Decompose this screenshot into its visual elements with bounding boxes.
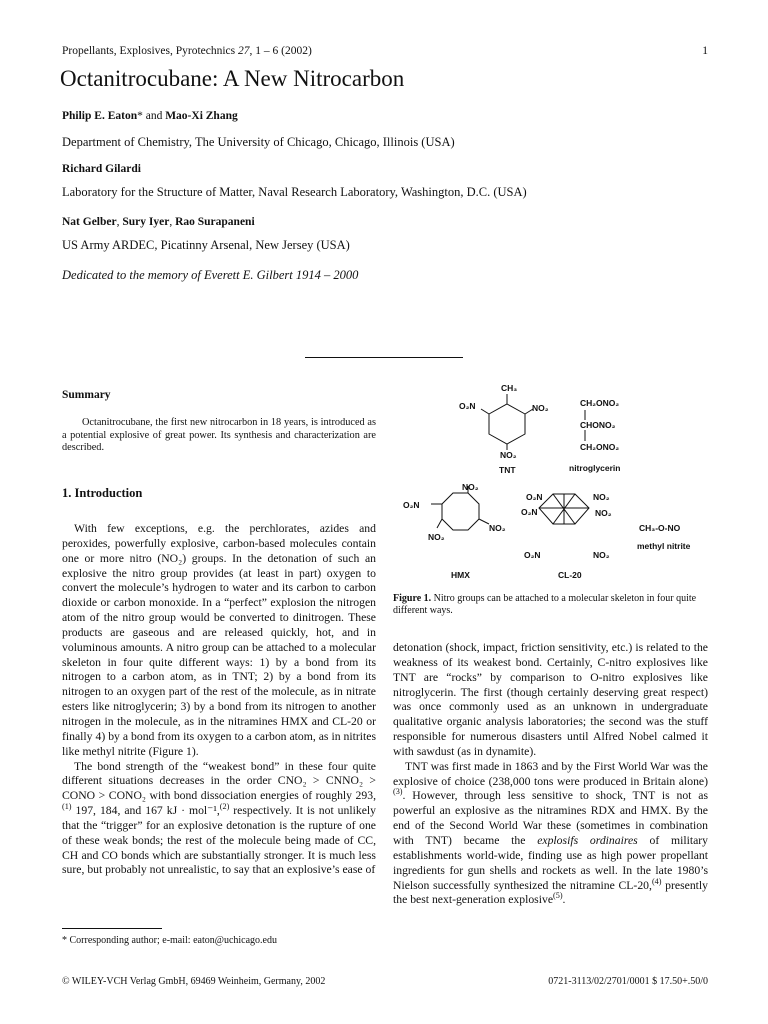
journal-volume: 27	[238, 45, 250, 57]
cl20-o2n-label: O₂N	[526, 492, 543, 502]
intro-paragraph-4	[393, 760, 708, 908]
cl20-label: CL-20	[558, 570, 582, 580]
cl20-o2n-label: O₂N	[521, 507, 538, 517]
tnt-no2-label: NO₂	[532, 403, 549, 413]
nitroglycerin-label: nitroglycerin	[569, 463, 621, 473]
cl20-no2-label: NO₂	[593, 492, 610, 502]
article-code: 0721-3113/02/2701/0001 $ 17.50+.50/0	[548, 976, 708, 987]
author-name: Philip E. Eaton	[62, 110, 138, 122]
author-name: Richard Gilardi	[62, 163, 141, 175]
summary-heading: Summary	[62, 389, 111, 401]
tnt-ring	[489, 404, 525, 444]
nitroglycerin-ch2ono2-label: CH₂ONO₂	[580, 442, 620, 452]
nitroglycerin-chono2-label: CHONO₂	[580, 420, 616, 430]
reference-1: (1)	[62, 802, 72, 812]
cl20-no2-label: NO₂	[595, 508, 612, 518]
corresponding-author-footnote: * Corresponding author; e-mail: eaton@uchicago.edu	[62, 935, 277, 946]
text-run: .	[562, 893, 566, 907]
chemical-structures-diagram	[393, 378, 713, 588]
author-line-1	[62, 110, 238, 122]
affiliation-2: Laboratory for the Structure of Matter, Naval Research Laboratory, Washington, D.C. (USA)	[62, 185, 527, 199]
text-run: presently the best next-generation explosive	[393, 878, 708, 907]
journal-citation	[62, 45, 312, 57]
methyl-nitrite-formula: CH₃-O-NO	[639, 523, 681, 533]
paper-title: Octanitrocubane: A New Nitrocarbon	[60, 66, 405, 91]
hmx-ring	[442, 493, 479, 530]
author-line-3	[62, 216, 255, 228]
author-separator: ,	[116, 216, 123, 228]
reference-5: (5)	[553, 891, 563, 901]
figure-caption	[393, 593, 709, 618]
title-divider	[305, 357, 463, 358]
summary-text: Octanitrocubane, the first new nitrocarbon in 18 years, is introduced as a potential explosive of great power. Its synthesis and characterization are described.	[62, 417, 376, 454]
body-column-left	[62, 522, 376, 878]
text-run: 197, 184, and 167 kJ · mol⁻¹,	[71, 804, 220, 818]
author-separator: ,	[169, 216, 176, 228]
text-run: of military establishments world-wide, finding use as high power propellant ingredients for gun shells and rockets as well. In the late 1980’s Nielson successfully synthesized the nitramine CL-20,	[393, 833, 708, 892]
text-run: TNT was first made in 1863 and by the First World War was the explosive of choice (238,000 tons were produced in Britain alone)	[393, 759, 708, 788]
cl20-o2n-label: O₂N	[524, 550, 541, 560]
nitroglycerin-ch2ono2-label: CH₂ONO₂	[580, 398, 620, 408]
intro-paragraph-2	[62, 760, 376, 879]
affiliation-1: Department of Chemistry, The University of Chicago, Chicago, Illinois (USA)	[62, 135, 455, 149]
italic-term: explosifs ordinaires	[537, 833, 638, 847]
journal-pages: , 1 – 6 (2002)	[249, 45, 312, 57]
intro-paragraph-3: detonation (shock, impact, friction sensitivity, etc.) is related to the weakness of its weakest bond. Certainly, C-nitro explosives like TNT are “rocks” by comparison to O-nitro explosives like nitroglycerin. The first (though certainly deserving great respect) was once commonly used as an unknown in undergraduate qualitative organic analysis laboratories; the second was the stuff responsible for numerous disasters until Alfred Nobel calmed it with sawdust (as in dynamite).	[393, 641, 708, 758]
author-name: Rao Surapaneni	[175, 216, 255, 228]
tnt-ch3-label: CH₃	[501, 383, 518, 393]
reference-3: (3)	[393, 787, 403, 797]
intro-paragraph-1: With few exceptions, e.g. the perchlorates, azides and peroxides, powerfully explosive, carbon-based molecules contain one or more nitro (NO₂) groups. In the detonation of such an explosive the nitro group provides (at least in part) oxygen to convert the molecule’s hydrogen to water and its carbon to carbon dioxide or carbon monoxide. In a “perfect” explosion the nitrogen atom of the nitro group would be converted to dinitrogen. These products are gaseous and are released quickly, hot, and in voluminous amounts. A nitro group can be attached to a molecular skeleton in four quite different ways: 1) by a bond from its nitrogen to a carbon atom, as in TNT; 2) by a bond from its nitrogen to an oxygen part of the rest of the molecule, as in nitrate esters like nitroglycerin; 3) by a bond from its nitrogen to another nitrogen in the molecule, as in the nitramines HMX and CL-20 or finally 4) by a bond from its oxygen to a carbon atom, as in nitrites like methyl nitrite (Figure 1).	[62, 522, 376, 758]
caption-label: Figure 1.	[393, 593, 432, 604]
dedication: Dedicated to the memory of Everett E. Gilbert 1914 – 2000	[62, 268, 359, 282]
text-run: respectively. It is not unlikely that the “trigger” for an explosive detonation is the rupture of one of these weak bonds; the rest of the molecule being made of CC, CH and CO bonds which are substantially stronger. It is much less sure, but probably not unrealistic, to say that an explosive’s ease of	[62, 804, 376, 877]
hmx-no2-label: NO₂	[489, 523, 506, 533]
page-number: 1	[702, 45, 708, 57]
tnt-label: TNT	[499, 465, 516, 475]
affiliation-3: US Army ARDEC, Picatinny Arsenal, New Jersey (USA)	[62, 238, 350, 252]
tnt-no2-label: NO₂	[500, 450, 517, 460]
footnote-divider	[62, 928, 162, 929]
corresponding-star: *	[137, 110, 143, 122]
hmx-o2n-label: O₂N	[403, 500, 420, 510]
hmx-no2-label: NO₂	[428, 532, 445, 542]
text-run: The bond strength of the “weakest bond” in these four quite different situations decreases in the order CNO₂ > CNNO₂ > CONO > CONO₂ with bond dissociation energies of roughly 293,	[62, 759, 376, 803]
hmx-no2-label: NO₂	[462, 482, 479, 492]
tnt-o2n-label: O₂N	[459, 401, 476, 411]
author-name: Mao-Xi Zhang	[165, 110, 238, 122]
body-column-right	[393, 641, 708, 908]
caption-text: Nitro groups can be attached to a molecular skeleton in four quite different ways.	[393, 593, 697, 617]
reference-4: (4)	[651, 876, 662, 886]
hmx-label: HMX	[451, 570, 470, 580]
methyl-nitrite-label: methyl nitrite	[637, 541, 691, 551]
author-name: Nat Gelber	[62, 216, 117, 228]
text-run: . However, through less sensitive to shock, TNT is not as powerful an explosive as the nitramines RDX and HMX. By the end of the Second World War these (sometimes in combination with TNT) became the	[393, 789, 708, 847]
author-conjunction: and	[142, 110, 166, 122]
introduction-heading: 1. Introduction	[62, 486, 143, 500]
journal-name: Propellants, Explosives, Pyrotechnics	[62, 45, 236, 57]
cl20-no2-label: NO₂	[593, 550, 610, 560]
figure-1	[393, 378, 713, 588]
reference-2: (2)	[219, 802, 230, 812]
author-line-2	[62, 163, 141, 175]
copyright-notice: © WILEY-VCH Verlag GmbH, 69469 Weinheim, Germany, 2002	[62, 976, 326, 987]
author-name: Sury Iyer	[122, 216, 170, 228]
